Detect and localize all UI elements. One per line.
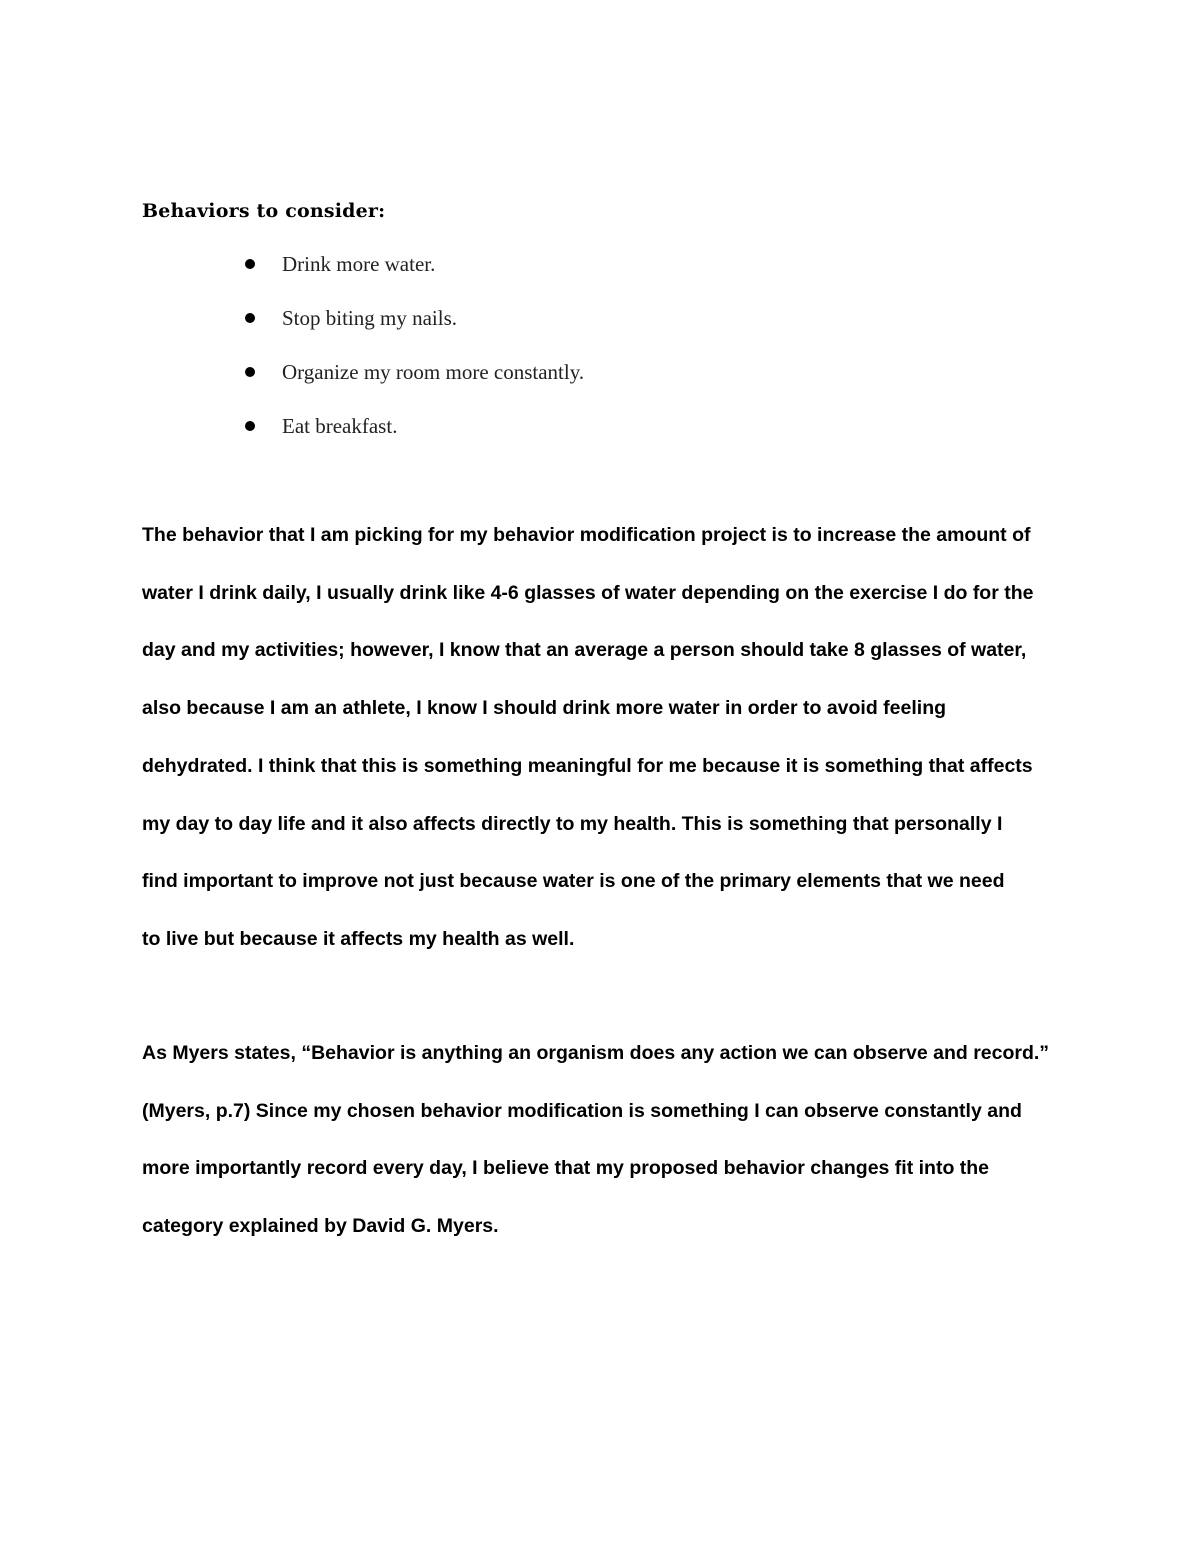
paragraph-line: water I drink daily, I usually drink like 4-6 glasses of water depending on the exercise I do for the bbox=[142, 581, 1034, 604]
paragraph-line: find important to improve not just because water is one of the primary elements that we need bbox=[142, 870, 1005, 893]
behavior-choice-paragraph bbox=[142, 507, 1082, 969]
paragraph-line: dehydrated. I think that this is something meaningful for me because it is something that affects bbox=[142, 754, 1033, 777]
paragraph-line: category explained by David G. Myers. bbox=[142, 1215, 499, 1238]
paragraph-line: (Myers, p.7) Since my chosen behavior modification is something I can observe constantly and bbox=[142, 1099, 1022, 1122]
behavior-text: Eat breakfast. bbox=[282, 414, 398, 438]
bullet-icon bbox=[245, 259, 255, 269]
paragraph-line: my day to day life and it also affects directly to my health. This is something that personally I bbox=[142, 812, 1003, 835]
paragraph-line: also because I am an athlete, I know I should drink more water in order to avoid feeling bbox=[142, 697, 947, 720]
paragraph-line: to live but because it affects my health as well. bbox=[142, 927, 575, 950]
behavior-text: Organize my room more constantly. bbox=[282, 360, 585, 384]
behavior-text: Drink more water. bbox=[282, 252, 436, 276]
bullet-icon bbox=[245, 367, 255, 377]
bullet-icon bbox=[245, 421, 255, 431]
myers-quote-paragraph bbox=[142, 1025, 1082, 1256]
bullet-icon bbox=[245, 313, 255, 323]
paragraph-line: The behavior that I am picking for my behavior modification project is to increase the amount of bbox=[142, 524, 1031, 546]
paragraph-line: As Myers states, “Behavior is anything an organism does any action we can observe and record.” bbox=[142, 1042, 1050, 1064]
paragraph-line: day and my activities; however, I know that an average a person should take 8 glasses of water, bbox=[142, 639, 1027, 662]
paragraph-line: more importantly record every day, I believe that my proposed behavior changes fit into the bbox=[142, 1157, 990, 1180]
behaviors-heading: Behaviors to consider: bbox=[142, 200, 386, 222]
behavior-text: Stop biting my nails. bbox=[282, 306, 458, 330]
